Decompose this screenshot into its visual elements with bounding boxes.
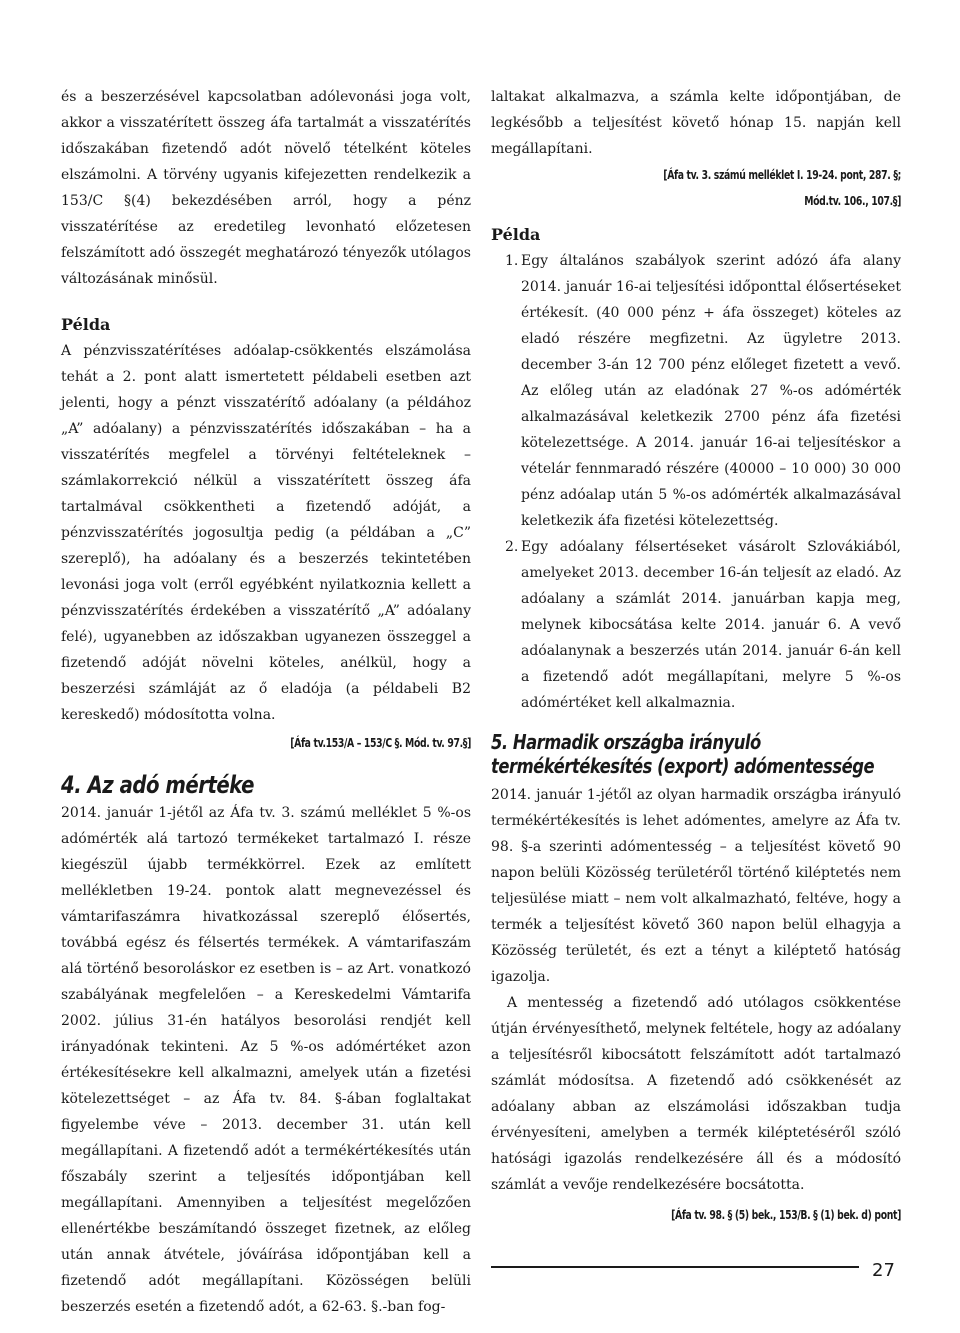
left-column xyxy=(61,84,471,1320)
right-column xyxy=(491,84,901,1228)
list-item xyxy=(491,248,901,534)
list-item-number: 2. xyxy=(505,539,519,555)
legal-reference: [Áfa tv. 3. számú melléklet I. 19-24. pont, 287. §; xyxy=(663,168,901,182)
legal-reference: [Áfa tv.153/A – 153/C §. Mód. tv. 97.§] xyxy=(290,736,471,750)
footer-rule xyxy=(491,1266,859,1268)
section-4-paragraph: 2014. január 1-jétől az Áfa tv. 3. számú melléklet 5 %-os adómérték alá tartozó termékeket tartalmazó I. része kiegészül újabb termékkörrel. Ezek az említett mellékletben 19-24. pontok alatt megnevezéssel és vámtarifaszámra hivatkozással szereplő élősertés, továbbá egész és félsertés termékek. A vámtarifaszám alá történő besoroláskor ez esetben is – az Art. vonatkozó szabályának megfelelően – a Kereskedelmi Vámtarifa 2002. július 31-én hatályos besorolási rendjét kell irányadónak tekinteni. Az 5 %-os adómértéket azon értékesítésekre kell alkalmazni, amelyek után a fizetési kötelezettséget – az Áfa tv. 84. §-ában foglaltakat figyelembe véve – 2013. december 31. után kell megállapítani. A fizetendő adót a termékértékesítés után főszabály szerint a teljesítés időpontjában kell megállapítani. Amennyiben a teljesítést megelőzően ellenértékbe beszámítandó összeget fizetnek, az előleg után annak átvétele, jóváírása időpontjában kell a fizetendő adót megállapítani. Közösségen belüli beszerzés esetén a fizetendő adót, a 62-63. §.-ban fog- xyxy=(61,805,471,1315)
section-heading-4: 4. Az adó mértéke xyxy=(61,771,254,799)
section-5-paragraph: 2014. január 1-jétől az olyan harmadik országba irányuló termékértékesítés is lehet adómentes, amelyre az Áfa tv. 98. §-a szerinti adómentesség – a teljesítést követő 90 napon belüli Közösség területéről történő kiléptetés nem teljesülése miatt – nem volt alkalmazható, feltéve, hogy a termék a teljesítést követő 360 napon belül elhagyja a Közösség területét, és ezt a tényt a kiléptető hatóság igazolja. xyxy=(491,787,901,985)
intro-paragraph: és a beszerzésével kapcsolatban adólevonási joga volt, akkor a visszatérített összeg áfa tartalmát a visszatérítés időszakában fizetendő adót növelő tételként köteles elszámolni. A törvény ugyanis kifejezetten rendelkezik a 153/C §(4) bekezdésében arról, hogy a pénz visszatérítése az eredetileg levonható előzetesen felszámított adó összegét meghatározó tényezők utólagos változásának minősül. xyxy=(61,89,471,287)
section-heading-line: 5. Harmadik országba irányuló xyxy=(491,730,761,754)
continuation-paragraph: laltakat alkalmazva, a számla kelte időpontjában, de legkésőbb a teljesítést követő hónap 15. napján kell megállapítani. xyxy=(491,89,901,157)
section-heading-line: termékértékesítés (export) adómentessége xyxy=(491,754,875,778)
section-5-paragraph: A mentesség a fizetendő adó utólagos csökkentése útján érvényesíthető, melynek feltétele, hogy az adóalany a teljesítésről kibocsátott felszámított adót tartalmazó számlát módosítsa. A fizetendő adó csökkenését az adóalany abban az elszámolási időszakban tudja érvényesíteni, amelyben a termék kiléptetéséről szóló hatósági igazolás rendelkezésére áll és a módosító számlát a vevője rendelkezésére bocsátotta. xyxy=(491,995,901,1193)
example-paragraph: A pénzvisszatérítéses adóalap-csökkentés elszámolása tehát a 2. pont alatt ismertetett példabeli esetben azt jelenti, hogy a pénzt visszatérítő adóalany (a példához „A” adóalany) a pénzvisszatérítés időszakában – ha a visszatérítés megfelel a törvényi feltételeknek – számlakorrekció nélkül a visszatérített összeg áfa tartalmával csökkentheti a fizetendő adóját, a pénzvisszatérítés jogosultja pedig (a példában a „C” szereplő), ha adóalany és a beszerzés tekintetében levonási joga volt (erről egyébként nyilatkoznia kellett a pénzvisszatérítés érdekében a visszatérítő „A” adóalany felé), ugyanebben az időszakban ugyanezen összeggel a fizetendő adóját növelni köteles, anélkül, hogy a beszerzési számláját az ő eladója (a példabeli B2 kereskedő) módosította volna. xyxy=(61,343,471,723)
section-heading-5 xyxy=(491,730,875,778)
example-label: Példa xyxy=(491,225,541,244)
example-label: Példa xyxy=(61,315,111,334)
page-number: 27 xyxy=(872,1260,895,1281)
list-item-number: 1. xyxy=(505,253,519,269)
legal-reference: [Áfa tv. 98. § (5) bek., 153/B. § (1) bek. d) pont] xyxy=(671,1208,901,1222)
legal-reference: Mód.tv. 106., 107.§] xyxy=(804,194,901,208)
list-item-text: Egy adóalany félsertéseket vásárolt Szlovákiából, amelyeket 2013. december 16-án teljesít az eladó. Az adóalany a számlát 2014. januárban kapja meg, melynek kibocsátása kelte 2014. január 6. A vevő adóalanynak a beszerzés után 2014. január 6-án kell a fizetendő adót megállapítani, melyre 5 %-os adómértéket kell alkalmaznia. xyxy=(521,539,901,711)
example-list xyxy=(491,248,901,716)
list-item xyxy=(491,534,901,716)
list-item-text: Egy általános szabályok szerint adózó áfa alany 2014. január 16-ai teljesítési időponttal élősertéseket értékesít. (40 000 pénz + áfa összeget) köteles az eladó részére megfizetni. Az ügyletre 2013. december 3-án 12 700 pénz előleget fizetett a vevő. Az előleg után az eladónak 27 %-os adómérték alkalmazásával keletkezik 2700 pénz áfa fizetési kötelezettsége. A 2014. január 16-ai teljesítéskor a vételár fennmaradó részére (40000 – 10 000) 30 000 pénz adóalap után 5 %-os adómérték alkalmazásával keletkezik áfa fizetési kötelezettség. xyxy=(521,253,901,529)
